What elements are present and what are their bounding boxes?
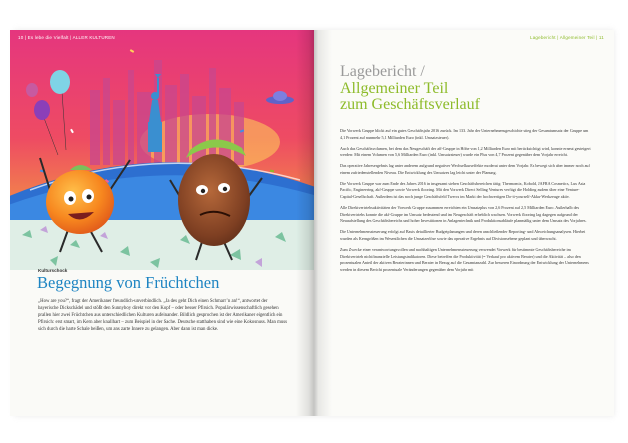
kicker-label: Kulturschock <box>38 268 68 273</box>
body-paragraph: Zum Zwecke einer verantwortungsvollen und nachhaltigen Unternehmenssteuerung verwendet Vorwerk für bestimmte Geschäftsbereiche im Direktvertrieb nichtfinanzielle Leistungsindikatoren. Diese betreffen die Produktivität (= Verkauf pro aktivem Berater) und die Aktivität – also den prozentualen Anteil der aktiven Beraterinnen und Berater in Bezug auf die Gesamtanzahl. Zur besseren Einordnung der Entwicklung der Unternehmens werden in diesem Bericht prozentuale Veränderungen gegenüber dem Vorjahr mit <box>340 246 589 273</box>
title-line-3: zum Geschäftsverlauf <box>340 96 480 113</box>
kulturschock-illustration <box>10 30 314 270</box>
title-line-1: Lagebericht / <box>340 63 425 80</box>
body-paragraph: Die Unternehmenssteuerung erfolgt auf Basis detaillierter Budgetplanungen und deren anschließender Reporting- und Abweichungsanalysen. Hierbei wurden als Kerngrößen im Wesentlichen die Umsatzerlöse sowie das operative Ergebnis auf Divisionsebene geplant und überwacht. <box>340 229 586 242</box>
right-running-head: Lagebericht | Allgemeiner Teil | 11 <box>530 35 604 40</box>
body-paragraph: Die Vorwerk Gruppe blickt auf ein gutes Geschäftsjahr 2016 zurück. Im 133. Jahr der Unternehmensgeschichte stieg der Gesamtumsatz der Gruppe um 4,1 Prozent auf nunmehr 5,1 Milliarden Euro (inkl. Umsatzsteuer). <box>340 128 589 140</box>
right-page-title <box>340 64 480 114</box>
right-page <box>314 30 614 416</box>
body-paragraph: Alle Direktvertriebsaktivitäten der Vorwerk Gruppe zusammen erreichten ein Umsatzplus von 2,6 Prozent auf 2,5 Milliarden Euro. Außerhalb des Direktvertriebs konnte die akf-Gruppe im Umsatz bedeutend und im Neugeschäft erheblich wachsen. Vorwerk flooring lag dagegen aufgrund der Neuaufstellung des Geschäftsbereichs und hoher Investitionen in Anlagentechnik und Produktionsabläufe planmäßig unter dem Umsatz des Vorjahres. <box>340 205 587 224</box>
right-body-text <box>340 128 592 278</box>
body-paragraph: Das operative Jahresergebnis lag unter anderem aufgrund negativer Wechselkurseffekte moderat unter dem Vorjahr. Es bewegt sich aber immer noch auf einem zufriedenstellenden Niveau. Die Entwicklung des Umsatzes lag leicht unter der Planung. <box>340 163 590 175</box>
left-body-paragraph: „How are you?“, fragt der Amerikaner freundlich-unverbindlich. „Ja des geht Dich einen Schmarr’n an!“, antwortet der bayerische Dickschädel und stößt den Sunnyboy direkt vor den Kopf – oder besser Pfirsich. Populärwissenschaftlich gesehen prallen hier zwei Früchtchen aus unterschiedlichen Kulturen aufeinander. Bildlich gesprochen ist der Amerikaner eigentlich ein Pfirsich: erst smart, im Kern aber knallhart – zum Beispiel in der Sache. Deutsche statthaben sind wie eine Kokosnuss. Man muss sich durch die harte Schale beißen, um ans zarte Innere zu gelangen. Aber dann ist man dicke. <box>38 299 287 333</box>
left-page-title: Begegnung von Früchtchen <box>37 273 220 292</box>
left-running-head: 10 | Es lebe die Vielfalt | ALLER KULTUREN <box>18 35 115 40</box>
left-page <box>10 30 314 416</box>
body-paragraph: Die Vorwerk Gruppe war zum Ende des Jahres 2016 in insgesamt sieben Geschäftsbereichen tätig: Thermomix, Kobold, JAFRA Cosmetics, Lux Asia Pacific, Engineering, akf-Gruppe sowie Vorwerk flooring. Mit den Vorwerk Direct Selling Ventures verfügt die Holding zudem über eine Venture-Capital-Gesellschaft. Außerdem ist das noch junge Geschäftsfeld Twercs im Markt der hochwertigen Do-it-yourself-Akku-Werkzeuge aktiv. <box>340 180 586 200</box>
body-paragraph: Auch das Geschäftsvolumen, bei dem das Neugeschäft der aff-Gruppe in Höhe von 1,2 Milliarden Euro mit berücksichtigt wird, konnte erneut gesteigert werden: Mit einem Volumen von 5,6 Milliarden Euro (inkl. Umsatzsteuer) wurde ein Plus von 4,7 Prozent gegenüber dem Vorjahr erreicht. <box>340 145 591 158</box>
title-line-2: Allgemeiner Teil <box>340 79 449 97</box>
left-body-text <box>38 298 288 333</box>
